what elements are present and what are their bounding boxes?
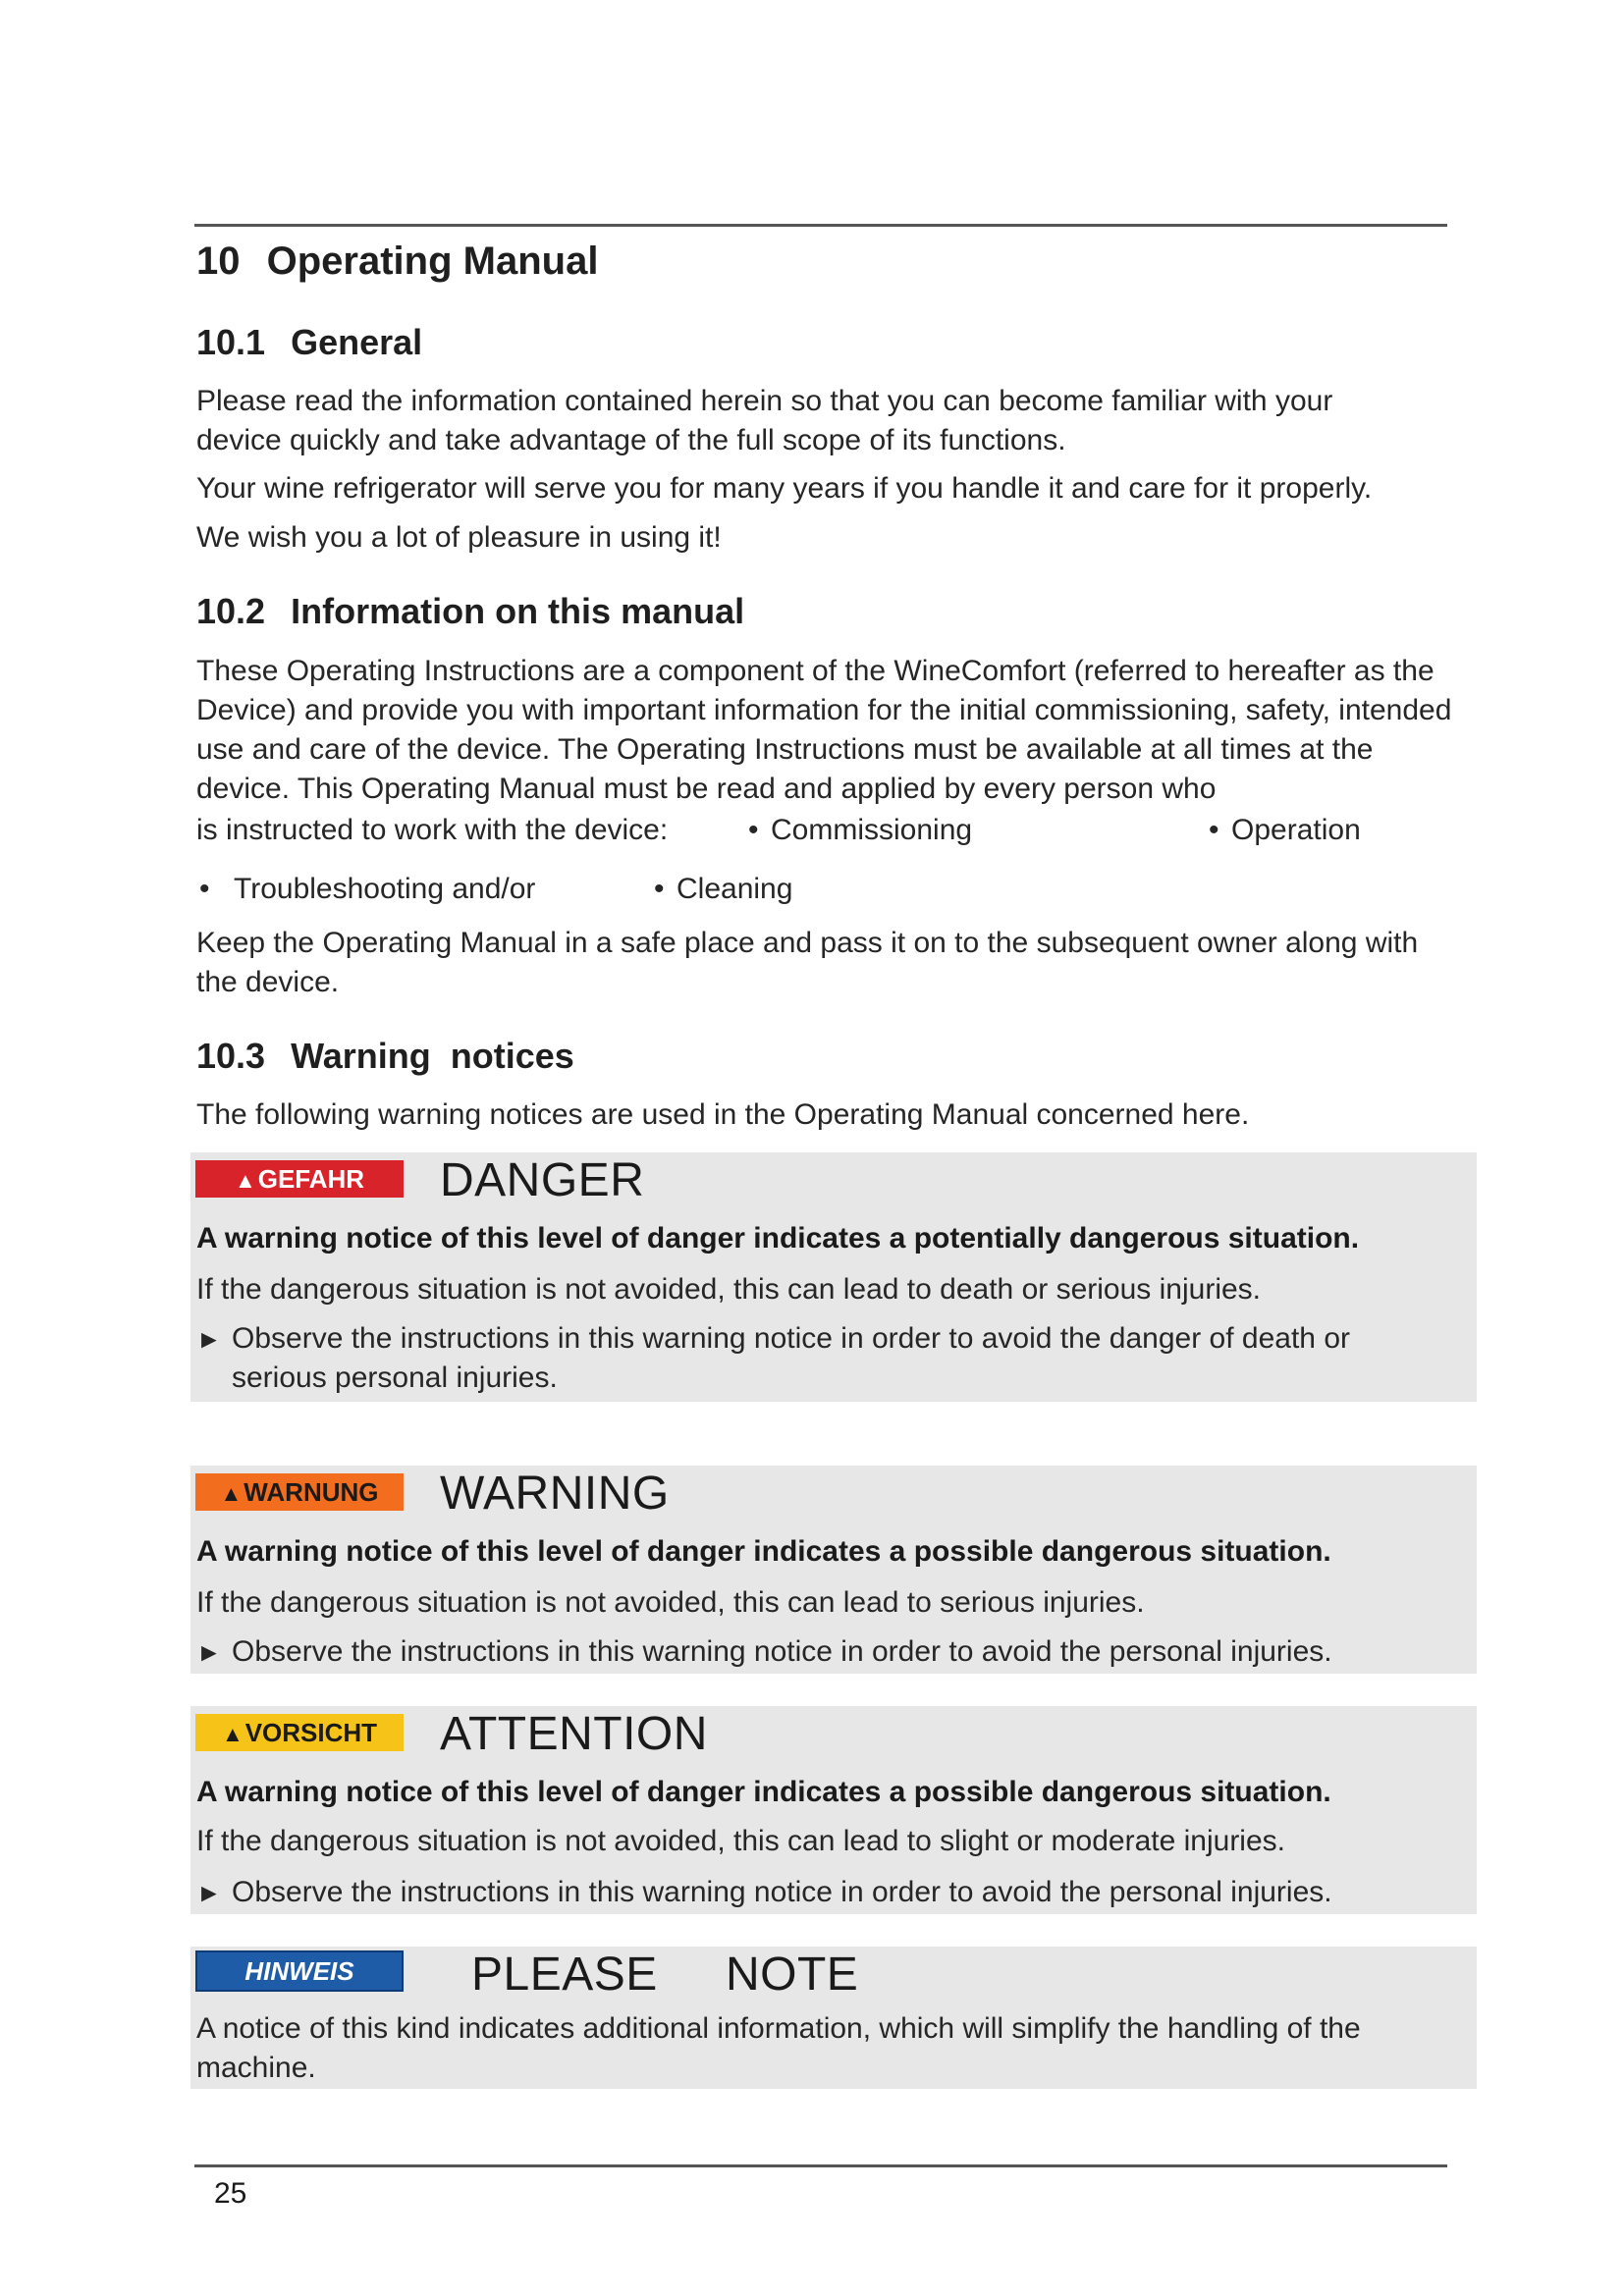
section-warnings-number: 10.3	[196, 1036, 266, 1076]
section-info-title: Information on this manual	[291, 591, 745, 631]
attention-title: ATTENTION	[440, 1708, 708, 1760]
section-general-title: General	[291, 322, 423, 362]
info-lead-in: is instructed to work with the device:	[196, 814, 669, 846]
page-number: 25	[214, 2177, 247, 2210]
warning-headline: A warning notice of this level of danger indicates a possible dangerous situation.	[196, 1535, 1331, 1568]
danger-title: DANGER	[440, 1154, 645, 1206]
danger-badge-label: GEFAHR	[257, 1164, 365, 1194]
warning-badge	[195, 1473, 404, 1511]
warning-step	[196, 1632, 1453, 1672]
header-rule	[194, 224, 1447, 227]
attention-notice-box	[190, 1706, 1477, 1914]
section-info-number: 10.2	[196, 591, 266, 631]
bullet-row-2	[196, 870, 1473, 909]
chapter-number: 10	[196, 240, 241, 283]
warning-title: WARNING	[440, 1468, 670, 1520]
warning-text: If the dangerous situation is not avoided, this can lead to serious injuries.	[196, 1586, 1145, 1619]
general-paragraph-1: Please read the information contained herein so that you can become familiar with your device quickly and take advantage of the full scope of its functions.	[196, 385, 1333, 456]
section-warnings-title: Warning notices	[291, 1036, 574, 1076]
warning-notice-box	[190, 1466, 1477, 1674]
attention-step	[196, 1873, 1453, 1912]
bullet-row-1	[196, 811, 1473, 850]
danger-text: If the dangerous situation is not avoided, this can lead to death or serious injuries.	[196, 1273, 1261, 1306]
arrow-right-icon: ►	[196, 1878, 222, 1907]
warning-triangle-icon: ▲	[221, 1722, 244, 1746]
note-badge	[195, 1950, 404, 1992]
section-warnings-heading	[196, 1036, 574, 1077]
warning-triangle-icon: ▲	[220, 1481, 243, 1506]
note-badge-label: HINWEIS	[244, 1956, 354, 1986]
general-paragraph-2: Your wine refrigerator will serve you for many years if you handle it and care for it properly.	[196, 472, 1373, 505]
bullet-operation: Operation	[1231, 814, 1361, 846]
warnings-intro-paragraph: The following warning notices are used in the Operating Manual concerned here.	[196, 1098, 1250, 1131]
danger-headline: A warning notice of this level of danger indicates a potentially dangerous situation.	[196, 1222, 1360, 1255]
general-paragraph-3: We wish you a lot of pleasure in using it!	[196, 521, 722, 554]
info-closing-paragraph: Keep the Operating Manual in a safe place and pass it on to the subsequent owner along with the device.	[196, 927, 1419, 998]
section-info-heading	[196, 591, 744, 632]
bullet-symbol: •	[1209, 814, 1219, 846]
bullet-symbol: •	[199, 873, 210, 905]
chapter-heading	[196, 240, 598, 284]
danger-step	[196, 1319, 1453, 1398]
section-general-number: 10.1	[196, 322, 266, 362]
warning-triangle-icon: ▲	[234, 1168, 256, 1193]
warning-badge-label: WARNUNG	[244, 1477, 379, 1507]
bullet-cleaning: Cleaning	[677, 873, 793, 905]
attention-badge-label: VORSICHT	[244, 1718, 378, 1747]
info-intro-paragraph: These Operating Instructions are a component of the WineComfort (referred to hereafter as the Device) and provide you with important information for the initial commissioning, safety, intended use and care of the device. The Operating Instructions must be available at all times at the device. This Operating Manual must be read and applied by every person who	[196, 655, 1452, 805]
arrow-right-icon: ►	[196, 1637, 222, 1667]
attention-text: If the dangerous situation is not avoided, this can lead to slight or moderate injuries.	[196, 1825, 1285, 1857]
attention-step-text: Observe the instructions in this warning notice in order to avoid the personal injuries.	[232, 1876, 1332, 1908]
bullet-troubleshooting: Troubleshooting and/or	[234, 873, 536, 905]
attention-badge	[195, 1714, 404, 1751]
danger-badge	[195, 1160, 404, 1198]
note-title: PLEASE NOTE	[471, 1949, 859, 2001]
footer-rule	[194, 2164, 1447, 2167]
warning-step-text: Observe the instructions in this warning notice in order to avoid the personal injuries.	[232, 1635, 1332, 1668]
bullet-symbol: •	[654, 873, 665, 905]
arrow-right-icon: ►	[196, 1324, 222, 1354]
danger-notice-box	[190, 1152, 1477, 1402]
bullet-commissioning: Commissioning	[771, 814, 973, 846]
section-general-heading	[196, 322, 422, 363]
bullet-symbol: •	[748, 814, 759, 846]
note-text: A notice of this kind indicates additional information, which will simplify the handling of the machine.	[196, 2012, 1361, 2084]
chapter-title: Operating Manual	[266, 240, 599, 283]
attention-headline: A warning notice of this level of danger indicates a possible dangerous situation.	[196, 1776, 1331, 1808]
danger-step-text: Observe the instructions in this warning notice in order to avoid the danger of death or serious personal injuries.	[232, 1322, 1350, 1394]
note-notice-box	[190, 1947, 1477, 2089]
